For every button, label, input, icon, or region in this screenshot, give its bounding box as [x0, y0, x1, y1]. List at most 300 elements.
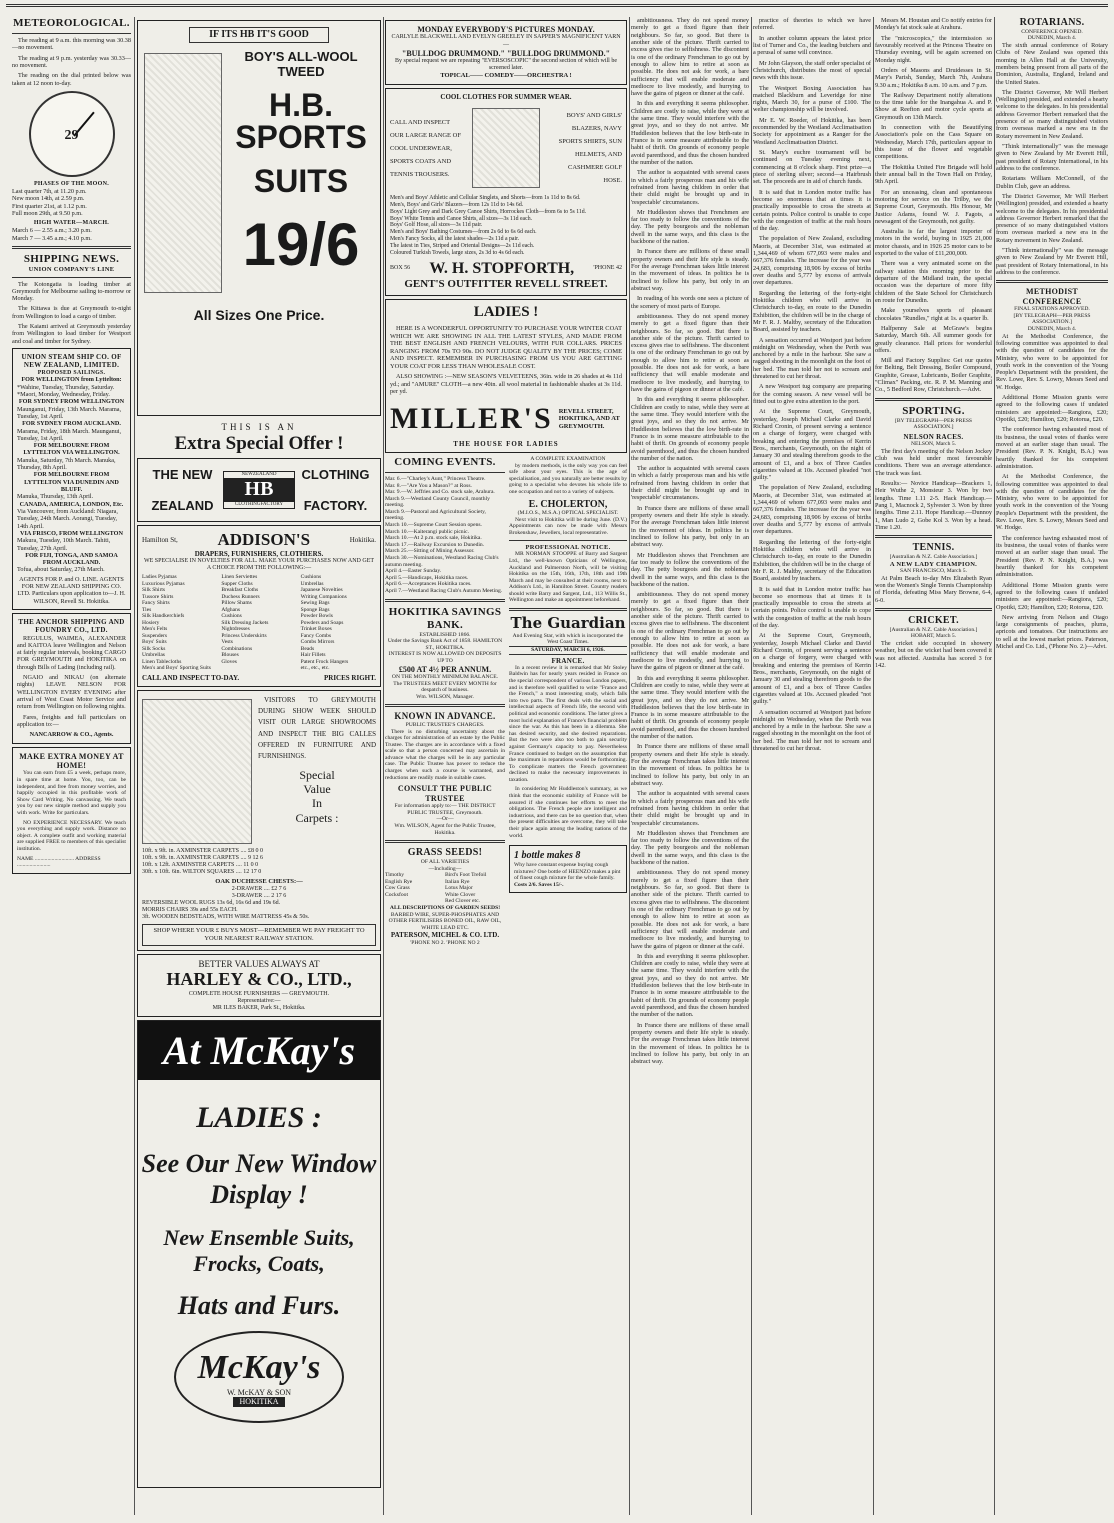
addison-item: Powders and Soaps — [300, 619, 344, 626]
col6-p9: There was a very animated scene on the railway station this morning prior to the departure of the Midland train, the special occasion was the departure of more fifty children of the State School for Christchurch en route for Dunedin. — [875, 260, 992, 304]
addison-item: Afghans — [221, 606, 240, 613]
addison-item: Hosiery — [142, 619, 160, 626]
miller-addr: REVELL STREET, HOKITIKA, AND AT GREYMOUTH. — [558, 407, 620, 430]
hb-the-new: THE NEW — [152, 466, 213, 482]
furniture-ad — [137, 690, 381, 951]
addison-item: Combinations — [221, 645, 253, 652]
stopforth-right-line: HOSE. — [603, 177, 622, 185]
hb-badge-text: HB — [224, 478, 294, 502]
addison-item: Beads — [300, 645, 315, 652]
col5-p8b: The population of New Zealand, excluding Maoris, at December 31st, was estimated at 1,344,469 of whom 677,093 were males and 667,376 females. The increase for the year was 24,683, comprising 18,906 by excess of births over deaths and 5,777 by excess of arrivals over departures. — [753, 484, 871, 536]
addison-item: Cushions — [221, 613, 242, 620]
methodist-tag: [BY TELEGRAPH—PER PRESS ASSOCIATION.] — [1013, 312, 1091, 326]
addison-item: Patent Frock Hangers — [300, 658, 349, 665]
cricket-text: The cricket side occupied in showery weather, but on the wicket had been covered it was not affected. Australia has scored 3 for 142. — [875, 640, 992, 669]
carpets-label: Carpets : — [295, 810, 339, 825]
col4-p6: In reading of his words one sees a picture of the scenery of most parts of Europe. — [631, 295, 749, 310]
grass-item: Italian Rye — [445, 878, 470, 885]
addison-item: Silk Shirts — [142, 587, 166, 594]
stopforth-left-line: SPORTS COATS AND — [390, 157, 452, 165]
column-rule — [751, 17, 752, 1515]
column-3 — [385, 17, 627, 946]
col4-p1b: ambitiousness. They do not spend money merely to get a fixed figure than their neighbours. So far, so good. But there is another side of the picture. Thrift carried to excess gives rise to selfishness. The discontent is one of the ordinary Frenchman to go out by enough to allow him to retire at soon as possible. He does not ask for work, a bare sufficiency that will enable moderate and mediocre to live modestly, and hurrying to have the gains of pigeon or dinner at the café. — [631, 312, 749, 393]
meteo-p3: The reading on the dial printed below was taken at 12 noon to-day. — [12, 72, 131, 87]
addison-item: Cushions — [300, 574, 322, 581]
addison-item: Silk Socks — [142, 645, 166, 652]
col6-p11: Halfpenny Sale at McGraw's begins Saturday, March 6th. All summer goods for greatly clearance. Hall prices for wonderful offers. — [875, 324, 992, 354]
stopforth-sub: GENT'S OUTFITTER REVELL STREET. — [404, 278, 608, 291]
offer-l2: Extra Special Offer ! — [174, 432, 344, 454]
chairs-line: MORRIS CHAIRS 39s and 55s EACH. — [142, 907, 238, 914]
col4-p3c: The author is acquainted with several cases in which a fairly prosperous man and his wife refrained from having children in order that their child might be brought up and in 'respectable' circumstances. — [631, 790, 749, 827]
event-item: March 10.—Supreme Court Session opens. — [385, 522, 482, 529]
addison-list-1 — [142, 574, 217, 671]
col4-p2b: In this and everything it seems philosopher. Children are costly to raise, while they were at the same time. They would interfere with the great joys, and so they do not arrive. Mr Huddleston believes that the low birth-rate in France is in some measure attributable to the habit of thrift. On grounds of economy people avoid parenthood, and thus the chosen hundred the number of the nation. — [631, 396, 749, 462]
sailing: FOR MELBOURNE FROM LYTTELTON VIA DUNEDIN AND BLUFF. Manuka, Thursday, 13th April. — [17, 471, 119, 501]
col6-p8: Australia is far the largest importer of motors in the world, buying in 1925 21,000 motor chassis, and in 1926 25 motor cars to be exported to the value of £11,200,000. — [875, 228, 992, 258]
col6-p7: For an unceasing, clean and spontaneous motoring for service on the Trilby, we the Supreme Court, Greymouth. His Honour, Mr Justice Adams, found W. J. Fagots, a newsagent of the Greymouth, not guilty. — [875, 188, 992, 225]
addison-item: Fancy Shirts — [142, 600, 170, 607]
methodist-title: METHODIST CONFERENCE — [1022, 287, 1082, 306]
cricket-title: CRICKET. — [908, 615, 959, 627]
col6-p10: Make yourselves sports of pleasant chocolates "Rundles," right at 1s. a quarter lb. — [875, 307, 992, 322]
addison-item: Combs Mirrors — [300, 639, 335, 646]
rotarians-title: ROTARIANS. — [1019, 17, 1085, 28]
sailing: VIA FRISCO, FROM WELLINGTON Makura, Tuesday, 10th March. Tahiti, Tuesday, 27th April. — [17, 529, 123, 552]
col4-p5d: In France there are millions of these small property owners and their life style is steady. For the average Frenchman takes little interest in the movement of ideas. In politics he is inclined to follow his party, but only in an abstract way. — [631, 1021, 749, 1066]
grass-grid — [385, 872, 505, 905]
grass-item: Bird's Foot Trefoil — [445, 872, 487, 879]
stopforth-price-line: Men's and Boys' Bathing Costumes—from 2s 6d to 6s 6d each. — [390, 229, 537, 236]
stopforth-price-line: The latest in Ties, Striped and Oriental Designs—2s 11d each. — [390, 242, 535, 249]
col4-p3b: The author is acquainted with several cases in which a fairly prosperous man and his wife refrained from having children in order that their child might be brought up and in 'respectable' circumstances. — [631, 465, 749, 502]
sailing: FOR FIJI, TONGA, AND SAMOA FROM AUCKLAND. Tofua, about Saturday, 27th March. — [17, 551, 118, 574]
hb-sign: IF ITS HB IT'S GOOD — [189, 27, 329, 43]
col6-p3: Orders of Masons and Druidesses in St. Mary's Parish, Sunday, March 7th, Arahura 9.30 a.m.; Hokitika 8 a.m. 10 a.m. and 7 p.m. — [875, 66, 992, 89]
grass-item: White Clover — [445, 891, 476, 898]
hb-badge-top: NEWZEALAND — [241, 472, 277, 478]
stopforth-price-line: Men's Fancy Socks, all the latest shades—2s 11d a pair. — [390, 236, 520, 243]
stopforth-right-line: BLAZERS, NAVY — [571, 125, 622, 133]
savings-est: ESTABLISHED 1866. — [419, 631, 471, 638]
grass-item: Cocksfoot — [385, 891, 408, 898]
water-item: March 7 — 3.45 a.m.; 4.10 p.m. — [12, 234, 92, 242]
usc-ad — [12, 348, 131, 610]
grass-item: Lotus Major — [445, 885, 473, 892]
addison-item: Linen Tablecloths — [142, 658, 182, 665]
harley-rep: Representative:— — [237, 997, 281, 1004]
usc-sub: PROPOSED SAILINGS. — [37, 369, 106, 376]
col5-p10b: A sensation occurred at Westport just before midnight on Wednesday, when the Perth was anchored by a mile in the harbour. She saw a ragged shooting in the moonlight on the foot of her bed. The man told her not to scream and threatened to cut her throat. — [753, 708, 871, 753]
rotarians-text4: Rotarians William McConnell, of the Dublin Club, gave an address. — [996, 175, 1108, 190]
sailing: CANADA, AMERICA, LONDON, Etc. Via Vancouver, from Auckland: Niagara, Tuesday, 24th March. Aorangi, Tuesday, 14th April. — [17, 500, 124, 530]
advance-text: There is no disturbing uncertainty about the charges for administration of an estate by the Public Trustee. The charges are in accordance with a fixed scale so that a person concerned may ascertain in advance what the charges will be in any particular case. The Public Trustee has power to reduce the charges when such a course is warranted, and reductions are readily made in suitable cases. — [385, 728, 505, 781]
room-illustration-image — [142, 699, 252, 844]
addison-item: Tussore Shirts — [142, 593, 174, 600]
money-text2: NO EXPERIENCE NECESSARY. We teach you everything and supply work. Distance no object. A complete outfit and working material are supplied FREE to members of this specialist institution. — [17, 819, 126, 852]
rotarians-place: DUNEDIN, March 4. — [1027, 35, 1077, 42]
anchor-text2: NGAIO and NIKAU (on alternate nights) LEAVE NELSON FOR WELLINGTON EVERY EVENING after arrival of West Coast Motor Service and return from Wellington on following nights. — [17, 674, 126, 711]
hb-badge — [223, 471, 295, 508]
addison-item: Vests — [221, 639, 233, 646]
barometer-dial — [29, 91, 115, 177]
consult-wilson: Wm. WILSON, Agent for the Public Trustee, Hokitika. — [394, 822, 496, 836]
addison-prices: PRICES RIGHT. — [324, 673, 376, 682]
harley-sub: COMPLETE HOUSE FURNISHERS — GREYMOUTH. — [188, 990, 330, 997]
column-1 — [12, 17, 131, 877]
col5-p4: The Westport Boxing Association has matched Blackburn and Leveridge for nine rights, March 30, for a purse of £100. The welter championship will be involved. — [753, 84, 871, 114]
ladies-also: ALSO SHOWING :—NEW SEASON'S VELVETEENS, 36in. wide in 26 shades at 4s 11d yd.; and "AMURE" CLOTH—a new 40in. all wool material in fashionable shades at 3s 11d. per yd. — [390, 373, 622, 395]
col5-p1: practice of theories to which we have referred. — [753, 17, 871, 32]
sailing: FOR MELBOURNE FROM LYTTELTON VIA WELLINGTON. Manuka, Saturday, 7th March. Manuka, Thursday, 8th April. — [17, 442, 120, 472]
addison-name: ADDISON'S — [217, 530, 311, 550]
dial-value: 29 — [64, 127, 79, 143]
grass-name: PATERSON, MICHEL & CO. LTD. — [390, 931, 500, 940]
mckay-ad — [137, 1020, 381, 1488]
col6-p4: The Railway Department notify alterations to the time table for the Inangahua A. and P. Show at Reefton and motor cycle sports at Greymouth on 13th March. — [875, 91, 992, 121]
col5-p3: Mr John Glayson, the staff order specialist of Christchurch, distributes the most of special news with this issue. — [753, 59, 871, 82]
stopforth-ad — [385, 88, 627, 297]
carpet-row: 10ft. x 9ft. in. AXMINSTER CARPETS .... £8 0 0 — [142, 847, 264, 854]
col5-p8: The population of New Zealand, excluding Maoris, at December 31st, was estimated at 1,344,469 of whom 677,093 were males and 667,376 females. The increase for the year was 24,683, comprising 18,906 by excess of births over deaths and 5,777 by excess of arrivals over departures. — [753, 235, 871, 287]
methodist-textb: At the Methodist Conference, the following committee was appointed to deal with the question of candidates for the Ministry, who were to be appointed for youth work in the convention of the Young People's Department with the president, the Rev. Lowe, Rev. S. Lowry, Messrs Seed and W. Hodge. — [996, 473, 1108, 532]
stopforth-right-line: HELMETS, AND — [575, 151, 622, 159]
tennis-tag: [Australian & N.Z. Cable Association.] — [889, 553, 978, 560]
stopforth-right-line: BOYS' AND GIRLS' — [566, 112, 622, 120]
savings-title: HOKITIKA SAVINGS BANK. — [388, 605, 502, 631]
stopforth-phone: 'PHONE 42 — [593, 265, 622, 272]
column-rule — [134, 17, 135, 1515]
rugs-line: REVERSIBLE WOOL RUGS 13s 6d, 16s 6d and 19s 6d. — [142, 900, 281, 907]
mckay-ladies: LADIES : — [196, 1100, 322, 1134]
event-item: April 4.—Easter Sunday. — [385, 568, 442, 575]
usc-title: UNION STEAM SHIP CO. OF NEW ZEALAND, LIMITED. — [21, 353, 122, 370]
stopforth-left-line: TENNIS TROUSERS. — [390, 170, 450, 178]
addison-item: Silk Dressing Jackets — [221, 619, 269, 626]
addison-item: Blouses — [221, 652, 239, 659]
chol-name: E. CHOLERTON, — [528, 498, 608, 510]
addison-item: Silk Handkerchiefs — [142, 613, 185, 620]
savings-balance: ON THE MONTHLY MINIMUM BALANCE. — [391, 673, 499, 680]
champion-text: At Palm Beach to-day Mrs Elizabeth Ryan won the Women's Single Tennis Championship of Florida, defeating Miss Mary Browne, 6-4, 6-0. — [875, 574, 992, 604]
stopforth-list — [390, 195, 622, 256]
grass-title: GRASS SEEDS! — [407, 847, 483, 859]
miller-name: MILLER'S — [390, 402, 553, 436]
col3-right — [509, 456, 627, 946]
miller-sub: THE HOUSE FOR LADIES — [453, 439, 559, 448]
col6-p1: Messrs M. Houstan and Co notify entries for Monday's fat stock sale at Arahura. — [875, 17, 992, 32]
addison-sub: DRAPERS, FURNISHERS, CLOTHIERS. — [194, 550, 324, 559]
addison-item: Men's and Boys' Sporting Suits — [142, 665, 211, 672]
grass-item: Red Clover etc. — [445, 898, 480, 905]
events-list — [385, 476, 505, 595]
grass-item: Timothy — [385, 872, 405, 879]
nelson-date: NELSON, March 5. — [910, 441, 957, 448]
nelson-title: NELSON RACES. — [903, 432, 964, 441]
col6-p12: Mill and Factory Supplies: Get our quotes for Belting, Belt Dressing, Boiler Compound, Graphite, Grease, Lubricants, Boiler Graphite, "Climax" Packing, etc. R. P. M. Manning and Co., 5 Bedford Row, Christchurch.—Advt. — [875, 357, 992, 394]
methodist-place: DUNEDIN, March 4. — [1027, 326, 1077, 333]
stopforth-right — [545, 109, 622, 187]
harley-better: BETTER VALUES ALWAYS AT — [198, 958, 320, 969]
stopforth-cool: COOL CLOTHES FOR SUMMER WEAR. — [440, 92, 572, 101]
water-item: March 6 — 2.55 a.m.; 3.20 p.m. — [12, 227, 92, 235]
meteo-p1: The reading at 9 a.m. this morning was 30.38—no movement. — [12, 36, 131, 52]
col4-p2d: In this and everything it seems philosopher. Children are costly to raise, while they were at the same time. They would interfere with the great joys, and so they do not arrive. Mr Huddleston believes that the low birth-rate in France is in some measure attributable to the habit of thrift. On grounds of economy people avoid parenthood, and thus the chosen hundred the number of the nation. — [631, 952, 749, 1019]
mckay-logo — [174, 1331, 344, 1423]
meteo-p2: The reading at 9 p.m. yesterday was 30.33—no movement. — [12, 54, 131, 69]
tennis-title: TENNIS. — [912, 542, 955, 554]
col4-p1: ambitiousness. They do not spend money merely to get a fixed figure than their neighbours. So far, so good. But there is another side of the picture. Thrift carried to excess gives rise to selfishness. The discontent is one of the ordinary Frenchman to go out by enough to allow him to retire at soon as possible. He does not ask for work, a bare sufficiency that will enable moderate and mediocre to live modestly, and hurrying to have the gains of pigeon or dinner at the café. — [631, 17, 749, 98]
champion-title: A NEW LADY CHAMPION. — [889, 560, 978, 568]
savings-trustees: The TRUSTEES MEET EVERY MONTH for despatch of business. — [393, 680, 497, 694]
ladies-title: LADIES ! — [473, 304, 539, 321]
pictures-title: "BULLDOG DRUMMOND." "BULLDOG DRUMMOND." — [401, 48, 611, 58]
value-label: Value — [303, 782, 331, 797]
chol-text: by modern methods, is the only way you can feel safe about your eyes. This is the age of specialisation, and you naturally are better results by going to a specialist who devotes his whole life to one occupation and not to a variety of subjects. — [509, 462, 627, 495]
oak-row: 3-DRAWER .... 2 17 6 — [231, 893, 287, 900]
bottle-head: 1 bottle makes 8 — [514, 850, 581, 862]
addison-item: Nightdresses — [221, 626, 250, 633]
money-title: MAKE EXTRA MONEY AT HOME! — [19, 751, 124, 771]
beds-line: 3ft. WOODEN BEDSTEADS, WITH WIRE MATTRESS 45s & 50s. — [142, 914, 310, 921]
stopforth-left-line: COOL UNDERWEAR, — [390, 144, 452, 152]
new-arrivals: New arriving from Nelson and Otago large consignments of peaches, plums, apricots and tomatoes. Our instructions are to sell at the lowest market prices. Paterson, Michel and Co. Ltd., ('Phone No. 2.)—Advt. — [996, 613, 1108, 651]
sporting-title: SPORTING. — [902, 404, 965, 417]
addison-item: Suspenders — [142, 632, 168, 639]
hb-factory-ad — [137, 458, 381, 522]
event-item: Mar. 6.—"Charley's Aunt," Princess Theatre. — [385, 475, 486, 482]
addison-item: Luxurious Pyjamas — [142, 580, 185, 587]
phase-item: First quarter 21st, at 1.12 p.m. — [12, 202, 87, 210]
harley-rep2: MR ILES BAKER, Park St., Hokitika. — [212, 1004, 306, 1011]
ship-p2: The Kittawa is due at Greymouth to-night from Wellington to load a cargo of timber. — [12, 305, 131, 320]
guardian-date: SATURDAY, MARCH 6, 1926. — [509, 646, 627, 655]
col6-p5: In connection with the Beautifying Association's pole on the Cass Square on Wednesday, March 17th, particulars appear in this issue of the flower and vegetable competitions. — [875, 124, 992, 161]
ladies-text: HERE IS A WONDERFUL OPPORTUNITY TO PURCHASE YOUR WINTER COAT WHICH WE ARE SHOWING IN ALL THE LATEST STYLES, AND MADE FROM THE BEST ENGLISH AND FRENCH VELOURS, WITH FUR COLLARS. PRICES RANGING FROM 70s TO 90s. DO NOT JUDGE QUALITY BY THE PRICES; COME AND INSPECT. REMEMBER IN PURCHASING FROM US YOU ARE GETTING YOUR COAT FOR LESS THAN WHOLESALE COST. — [390, 325, 622, 370]
boys-h2: H.B. SPORTS — [235, 87, 367, 156]
advance-title: KNOWN IN ADVANCE. — [394, 711, 496, 722]
addison-items — [142, 574, 376, 671]
grass-col-1 — [385, 872, 445, 905]
chol-addr: Next visit to Hokitika will be during June. (D.V.) Appointments can now be made with Messrs Brokenshaw, Jewellers, local representative. — [509, 516, 627, 537]
union-line: UNION COMPANY'S LINE — [28, 265, 115, 273]
column-rule — [383, 17, 384, 1515]
addison-ad — [137, 525, 381, 687]
col3-lower — [385, 456, 627, 946]
event-item: March 17.—Railway Excursion to Dunedin. — [385, 541, 485, 548]
grass-incl: —Including— — [428, 865, 462, 872]
column-5 — [753, 17, 871, 755]
addison-item: Boys' Suits — [142, 639, 167, 646]
stopforth-price-line: Men's, Boys' and Girls' Blazers—from 12s 11d to 14s 6d. — [390, 201, 524, 208]
event-item: April 7.—Westland Racing Club's Autumn Meeting. — [385, 588, 503, 594]
phase-item: Last quarter 7th, at 11.20 p.m. — [12, 187, 87, 195]
cricket-tag: [Australian & N.Z. Cable Association.] — [889, 626, 978, 633]
usc-agents: AGENTS FOR P. and O. LINE. AGENTS FOR NEW ZEALAND SHIPPING CO. LTD. Particulars upon application to—J. H. WILSON, Revell St. Hokitika. — [17, 575, 126, 605]
guardian-head: FRANCE. — [551, 656, 585, 665]
addison-item: etc., etc., etc. — [300, 665, 330, 672]
prof-title: PROFESSIONAL NOTICE. — [525, 543, 611, 551]
guardian-sub: And Evening Star, with which is incorporated the West Coast Times. — [512, 632, 624, 646]
savings-under: Under the Savings Bank Act of 1858. HAMILTON ST., HOKITIKA. — [387, 638, 503, 651]
chol-intro: A COMPLETE EXAMINATION — [530, 455, 606, 462]
col5-p7: It is said that in London motor traffic has become so enormous that at times it is practically impossible to cross the streets at certain points. Police control is unable to cope with the congestion of traffic at the rush hours of the day. — [753, 188, 871, 233]
col4-p4c: Mr Huddleston shows that Frenchmen are far too ready to follow the conventions of the day. The petty bourgeois and the nobleman dwell in the same ways, and this class is the backbone of the nation. — [631, 829, 749, 867]
methodist-text3b: The conference having exhausted most of its business, the usual votes of thanks were moved at an earlier stage than usual. The President (Rev. P. N. Knight, B.A.) was heartily thanked for his competent administration. — [996, 534, 1108, 579]
addison-call: CALL AND INSPECT TO-DAY. — [142, 673, 240, 682]
col4-p4: Mr Huddleston shows that Frenchmen are far too ready to follow the conventions of the day. The petty bourgeois and the nobleman dwell in the same ways, and this class is the backbone of the nation. — [631, 208, 749, 246]
pictures-ad — [385, 20, 627, 85]
prof-text: MR NORMAN STOOPPE of Barry and Sargent Ltd., the well-known Opticians of Wellington, Auckland and Palmerston North, will be visiting Hokitika on the 15th, 16th, 17th, 18th and 19th March and may be consulted at their rooms, next to Addison's Ltd., in Hamilton Street. Country readers should write Barry and Sargent, Ltd., 113 Willis St., Wellington and make an appointment beforehand. — [509, 551, 627, 604]
column-rule — [629, 17, 630, 1515]
advance-sub: PUBLIC TRUSTEE'S CHARGES. — [405, 721, 485, 728]
col4-p1d: ambitiousness. They do not spend money merely to get a fixed figure than their neighbours. So far, so good. But there is another side of the picture. Thrift carried to excess gives rise to selfishness. The discontent is one of the ordinary Frenchman to go out by enough to allow him to retire at soon as possible. He does not ask for work, a bare sufficiency that will enable moderate and mediocre to live modestly, and hurrying to have the gains of pigeon or dinner at the café. — [631, 869, 749, 950]
savings-interest: INTEREST IS NOW ALLOWED ON DEPOSITS UP TO — [388, 651, 502, 664]
offer-l1: THIS IS AN — [221, 422, 297, 432]
event-item: Mar. 9.—W. Jeffries and Co. stock sale, Arahura. — [385, 489, 495, 496]
methodist-text3: The conference having exhausted most of its business, the usual votes of thanks were moved at an earlier stage than usual. The President (Rev. P. N. Knight, B.A.) was heartily thanked for his competent administration. — [996, 426, 1108, 470]
rotarians-sub: CONFERENCE OPENED. — [1021, 28, 1083, 35]
hb-clothing: CLOTHING — [301, 466, 370, 482]
event-item: March 10.—At 2 p.m. stock sale, Hokitika. — [385, 535, 482, 542]
stopforth-right-line: SPORTS SHIRTS, SUN — [558, 138, 622, 146]
addison-item: Pillow Shams — [221, 600, 252, 607]
col4-p3: The author is acquainted with several cases in which a fairly prosperous man and his wife refrained from having children in order that their child might be brought up and in 'respectable' circumstances. — [631, 169, 749, 206]
ship-p1: The Kotongatia is loading timber at Greymouth for Melbourne sailing to-morrow or Monday. — [12, 280, 131, 303]
phases-title: PHASES OF THE MOON. — [33, 180, 110, 187]
col3-left — [385, 456, 505, 946]
anchor-text: REGULUS, WAIMEA, ALEXANDER and KAITOA leave Wellington and Nelson at fairly regular intervals, booking CARGO FOR GREYMOUTH and HOKITIKA on through Bills of Lading (including rail). — [17, 634, 126, 671]
col5-p11: A new Westport tug company are preparing for the coming season. A new vessel will be fitted out to give extra attention to the port. — [753, 383, 871, 405]
millers-ad — [385, 299, 627, 453]
methodist-text: At the Methodist Conference, the following committee was appointed to deal with the question of candidates for the Ministry, who were to be appointed for youth work in the convention of the Young People's Department with the president, the Rev. Lowe, Rev. S. Lowry, Messrs Seed and W. Hodge. — [996, 332, 1108, 391]
mckay-logo-text: McKay's — [197, 1348, 321, 1386]
water-title: HIGH WATER—MARCH. — [33, 220, 110, 227]
cricket-place: HOBART, March 5. — [910, 633, 957, 640]
stopforth-left — [390, 116, 467, 181]
methodist-text2b: Additional Home Mission grants were agreed to the following cases if undated ministers are appointed:—Rangiora, £20; Opotiki, £20; Hamilton, £20; Rotorua, £20. — [996, 581, 1108, 611]
pictures-sub: CARLYLE BLACKWELL AND EVELYN GREELEY IN SAPPER'S MAGNIFICENT YARN— — [391, 34, 621, 48]
event-item: Mar. 8.—"Are You a Mason?" at Ross. — [385, 482, 472, 489]
bottle-ad — [509, 845, 627, 893]
col6-p6: The Hokitika United Fire Brigade will hold their annual ball in the Town Hall on Friday, 9th April. — [875, 163, 992, 186]
stopforth-price-line: Men's and Boys' Athletic and Cellular Singlets, and Shorts—from 1s 11d to 8s 6d. — [390, 195, 581, 202]
col5-p7b: It is said that in London motor traffic has become so enormous that at times it is practically impossible to cross the streets at certain points. Police control is unable to cope with the congestion of traffic at the rush hours of the day. — [753, 585, 871, 630]
column-7 — [996, 17, 1108, 653]
stopforth-price-line: Boys' Golf Hose, all sizes—3s 11d pair. — [390, 222, 483, 229]
hb-factory: FACTORY. — [303, 498, 368, 514]
anchor-title: THE ANCHOR SHIPPING AND FOUNDRY CO., LTD. — [18, 618, 125, 635]
harley-name: HARLEY & CO., LTD., — [166, 969, 352, 990]
addison-item: Ladies Pyjamas — [142, 574, 177, 581]
anchor-text3: Fares, freights and full particulars on application to:— — [17, 713, 126, 728]
col4-p5c: In France there are millions of these small property owners and their life style is steady. For the average Frenchman takes little interest in the movement of ideas. In politics he is inclined to follow his party, but only in an abstract way. — [631, 743, 749, 787]
column-rule — [873, 17, 874, 1515]
money-coupon: NAME ............................ ADDRESS ........................ — [17, 855, 101, 869]
addison-item: Trinket Boxes — [300, 626, 332, 633]
col5-p2: In another column appears the latest price list of Turner and Co., the leading butchers and a perusal of same will convince. — [753, 34, 871, 57]
meteo-title: METEOROLOGICAL. — [13, 17, 130, 29]
pictures-foot: TOPICAL—— COMEDY——ORCHESTRA ! — [440, 72, 572, 80]
consult-or: —Or— — [436, 816, 454, 823]
guardian-title: The Guardian — [510, 614, 626, 633]
addison-item: Breakfast Cloths — [221, 587, 259, 594]
addison-item: Japanese Novelties — [300, 587, 343, 594]
addison-item: Sewing Bags — [300, 600, 330, 607]
addison-item: Powder Bowls — [300, 613, 333, 620]
addison-item: Ties — [142, 606, 152, 613]
ship-p3: The Kaiami arrived at Greymouth yesterday from Wellington to load timber for Westport and coal and timber for Sydney. — [12, 323, 131, 345]
rotarians-text: The sixth annual conference of Rotary Clubs of New Zealand was opened this morning in Allen Hall at the University, members being present from all parts of the Dominion, Australia, England, Ireland and the United States. — [996, 41, 1108, 86]
addison-item: Gloves — [221, 658, 237, 665]
stopforth-left-line: OUR LARGE RANGE OF — [390, 131, 461, 139]
stopforth-left-line: CALL AND INSPECT — [390, 118, 451, 126]
col5-p9: Regarding the lettering of the forty-eight Hokitika children who will arrive in Christchurch to-day, en route to the Dunedin Exhibition, the children will be in the charge of Mr F. R. J. Maltby, secretary of the Education Board, assisted by teachers. — [753, 289, 871, 334]
stopforth-name: W. H. STOPFORTH, — [429, 259, 575, 277]
pictures-head: MONDAY EVERYBODY'S PICTURES MONDAY. — [417, 25, 595, 34]
grass-item: English Rye — [385, 878, 413, 885]
col4-p4b: Mr Huddleston shows that Frenchmen are far too ready to follow the conventions of the day. The petty bourgeois and the nobleman dwell in the same ways, and this class is the backbone of the nation. — [631, 551, 749, 588]
addison-item: Supper Cloths — [221, 580, 253, 587]
event-item: March 9.—Westland County Council, monthly meeting. — [385, 495, 490, 509]
stopforth-box: BOX 56 — [390, 265, 411, 272]
sporting-tag: [BY TELEGRAPH—PER PRESS ASSOCIATION.] — [894, 417, 973, 431]
carpet-row: 30ft. x 10ft. 6in. WILTON SQUARES .... 12 17 0 — [142, 869, 262, 876]
boys-h3: SUITS — [253, 163, 349, 200]
event-item: April 5.—Handicaps, Hokitika races. — [385, 574, 469, 581]
phase-item: New moon 14th, at 2.59 p.m. — [12, 195, 85, 203]
phase-item: Full moon 29th, at 9.50 p.m. — [12, 209, 83, 217]
nelson-results: Results:— Novice Handicap—Brackers 1, Heir Wuthe 2, Monsieur 3. Won by two lengths. Time 1.11 2-5. Hack Handicap.—Pang 1, Macnock 2, Sylvester 3. Won by three lengths. Time 2.11. Hope Handicap.—Dunnoy 1, Man Ludo 2, Gobe Kol 3. Won by a head. Time 1.20. — [875, 479, 992, 531]
anchor-agent: NANCARROW & CO., Agents. — [29, 731, 114, 739]
boys-price: 19/6 — [242, 211, 360, 279]
addison-town: Hokitika. — [349, 535, 376, 544]
sailing: FOR SYDNEY FROM WELLINGTON Maunganui, Friday, 13th March. Marama, Tuesday, 1st April. — [17, 398, 125, 420]
event-item: April 6.—Acceptances Hokitika races. — [385, 581, 472, 588]
grass-item: Cow Grass — [385, 885, 410, 892]
bottle-price: Costs 2/6. Saves 15/-. — [514, 881, 564, 888]
mckay-logo-sub: W. McKAY & SON — [226, 1387, 291, 1397]
addison-intro: WE SPECIALISE IN NOVELTIES FOR ALL. MAKE YOUR PURCHASES NOW AND GET A CHOICE FROM THE FOLLOWING:— — [143, 558, 375, 572]
carpet-row: 10ft. x 9ft. in. AXMINSTER CARPETS .... 9 12 6 — [142, 855, 264, 862]
visit-text: VISITORS TO GREYMOUTH DURING SHOW WEEK SHOULD VISIT OUR LARGE SHOWROOMS AND INSPECT THE BIG CALLES OFFERED IN FURNITURE AND FURNISHINGS. — [258, 695, 376, 760]
mckay-hats: Hats and Furs. — [177, 1290, 341, 1320]
rotarians-text2: The District Governor, Mr Will Herbert (Wellington) presided, and extended a hearty welcome to the delegates. In his presidential address Governor Herbert remarked that the presence of so many distinguished visitors from overseas marked a new era in the Rotary movement in New Zealand. — [996, 88, 1108, 140]
money-ad — [12, 747, 131, 874]
column-4 — [631, 17, 749, 1069]
methodist-sub: FINAL STATIONS APPROVED. — [1014, 306, 1090, 313]
addison-item: Princess Underskirts — [221, 632, 267, 639]
col5-p6: St. Mary's euchre tournament will be continued on Tuesday evening next, commencing at 8 o'clock sharp. First prize—a piece of sterling silver; second—a Hairbrush set. The proceeds are in aid of church funds. — [753, 149, 871, 186]
carpet-row: 10ft. x 12ft. AXMINSTER CARPETS .... 11 0 0 — [142, 862, 259, 869]
rotarians-text3: "Think internationally" was the message given to New Zealand by Mr Everett Hill, past president of Rotary International, in his address to the conference. — [996, 143, 1108, 172]
consult-text: For information apply to:— THE DISTRICT PUBLIC TRUSTEE, Greymouth. — [394, 803, 496, 816]
event-item: March 25.—Sitting of Mining Assessor. — [385, 548, 475, 555]
beach-figure-image — [472, 108, 540, 188]
pictures-text: By special request we are repeating "EVERSOSCOPIC" the second section of which will be screened later. — [394, 58, 617, 72]
boys-sub: All Sizes One Price. — [193, 306, 325, 323]
addison-list-2 — [221, 574, 296, 671]
sailing: FOR WELLINGTON from Lyttelton: *Wahine, Tuesday, Thursday, Saturday. *Maori, Monday, Wednesday, Friday. — [17, 376, 122, 398]
col5-p12: At the Supreme Court, Greymouth, yesterday, Joseph Michael Clarke and David Richard Cronin, of present serving a sentence on a charge of forgery, were charged with breaking and entering the premises of Kerrin Bros., merchants, Greymouth, on the night of January 30 and stealing therefrom goods to the amount of £1, and a box of Three Castles cigarettes valued at 10s. Accused pleaded "not guilty." — [753, 408, 871, 482]
col5-p12b: At the Supreme Court, Greymouth, yesterday, Joseph Michael Clarke and David Richard Cronin, of present serving a sentence on a charge of forgery, were charged with breaking and entering the premises of Kerrin Bros., merchants, Greymouth, on the night of January 30 and stealing therefrom goods to the amount of £1, and a box of Three Castles cigarettes valued at 10s. Accused pleaded "not guilty." — [753, 632, 871, 706]
col4-p1c: ambitiousness. They do not spend money merely to get a fixed figure than their neighbours. So far, so good. But there is another side of the picture. Thrift carried to excess gives rise to selfishness. The discontent is one of the ordinary Frenchman to go out by enough to allow him to retire at soon as possible. He does not ask for work, a bare sufficiency that will enable moderate and mediocre to live modestly, and hurrying to have the gains of pigeon or dinner at the café. — [631, 591, 749, 672]
savings-mgr: Wm. WILSON, Manager. — [416, 693, 474, 700]
mckay-banner: At McKay's — [138, 1021, 380, 1080]
addison-item: Men's Felts — [142, 626, 168, 633]
boy-figure-image — [144, 53, 222, 293]
events-title: COMING EVENTS. — [394, 455, 496, 468]
